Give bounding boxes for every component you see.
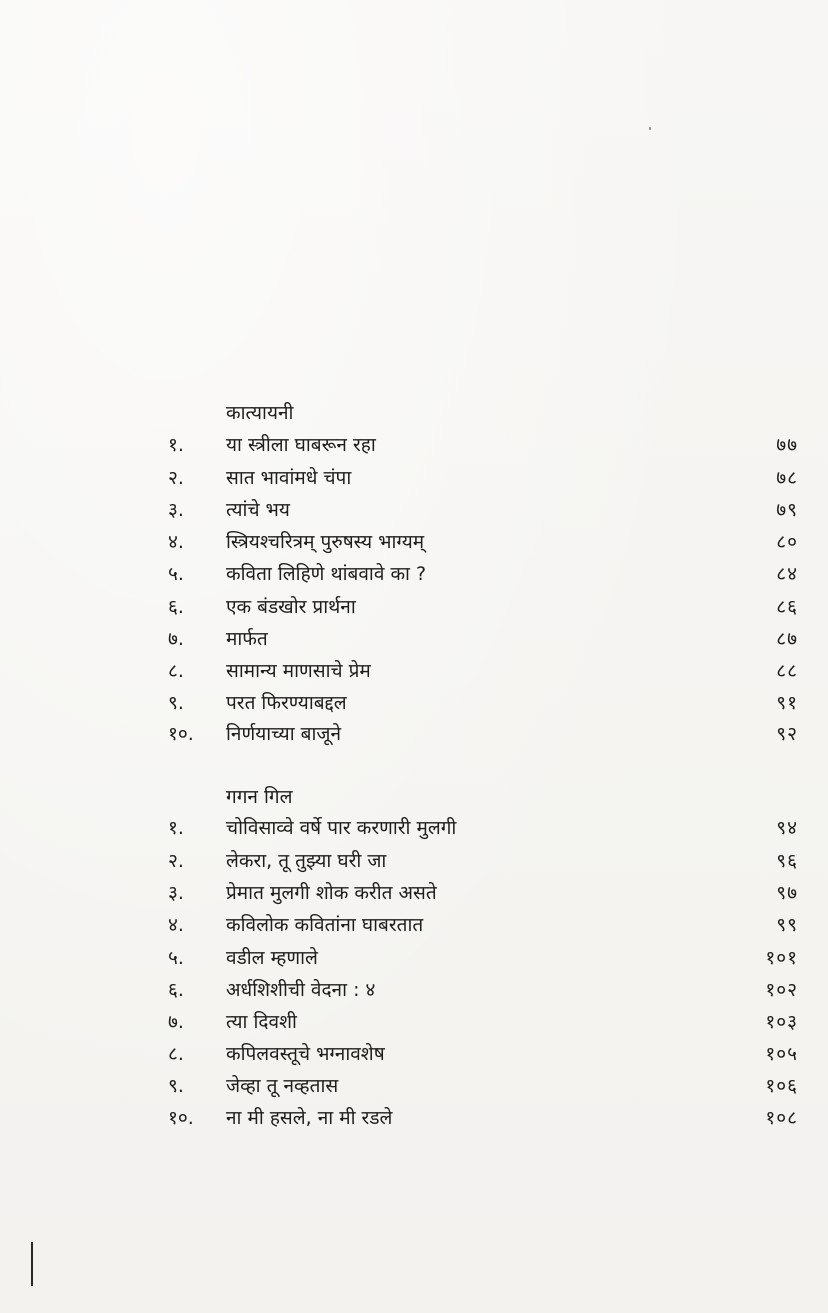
entry-number: ६. — [168, 596, 184, 618]
toc-entry — [0, 494, 828, 526]
entry-title: मार्फत — [226, 628, 268, 650]
entry-title: लेकरा, तू तुझ्या घरी जा — [226, 850, 387, 872]
entry-title: सात भावांमधे चंपा — [226, 467, 352, 489]
entry-title: कपिलवस्तूचे भग्नावशेष — [226, 1043, 385, 1065]
entry-title: जेव्हा तू नव्हतास — [226, 1075, 339, 1097]
entry-number: ९. — [168, 692, 184, 714]
entry-page-number: ८८ — [776, 660, 798, 682]
entry-number: ५. — [168, 563, 184, 585]
entry-number: ४. — [168, 531, 184, 553]
entry-title: एक बंडखोर प्रार्थना — [226, 596, 356, 618]
entry-number: १०. — [168, 1107, 194, 1129]
entry-page-number: ७७ — [776, 434, 798, 456]
entry-title: वडील म्हणाले — [226, 947, 318, 969]
ink-speck — [649, 127, 651, 130]
entry-page-number: १०६ — [765, 1075, 798, 1097]
entry-number: १. — [168, 817, 184, 839]
toc-entry — [0, 942, 828, 974]
entry-page-number: ८० — [776, 531, 798, 553]
entry-number: ८. — [168, 1043, 184, 1065]
entry-page-number: ९७ — [776, 882, 798, 904]
entry-number: ४. — [168, 914, 184, 936]
entry-title: कविता लिहिणे थांबवावे का ? — [226, 563, 427, 585]
entry-number: ९. — [168, 1075, 184, 1097]
entry-page-number: ८६ — [776, 596, 798, 618]
section-heading: गगन गिल — [226, 786, 293, 808]
entry-title: कविलोक कवितांना घाबरतात — [226, 914, 424, 936]
entry-page-number: १०८ — [765, 1107, 798, 1129]
entry-title: त्या दिवशी — [226, 1011, 297, 1033]
entry-number: ६. — [168, 979, 184, 1001]
entry-title: परत फिरण्याबद्दल — [226, 692, 347, 714]
entry-page-number: ९२ — [776, 723, 798, 745]
entry-number: १०. — [168, 723, 194, 745]
entry-page-number: ८७ — [776, 628, 798, 650]
entry-number: ३. — [168, 499, 184, 521]
entry-number: २. — [168, 467, 184, 489]
entry-title: या स्त्रीला घाबरून रहा — [226, 434, 376, 456]
entry-title: ना मी हसले, ना मी रडले — [226, 1107, 393, 1129]
toc-entry — [0, 558, 828, 590]
toc-entry — [0, 812, 828, 844]
toc-entry — [0, 877, 828, 909]
toc-entry — [0, 974, 828, 1006]
toc-entry — [0, 623, 828, 655]
entry-page-number: ९९ — [776, 914, 798, 936]
entry-title: चोविसाव्वे वर्षे पार करणारी मुलगी — [226, 817, 457, 839]
toc-entry — [0, 909, 828, 941]
toc-entry — [0, 687, 828, 719]
toc-entry — [0, 1038, 828, 1070]
entry-page-number: १०५ — [765, 1043, 798, 1065]
entry-title: त्यांचे भय — [226, 499, 290, 521]
entry-number: ७. — [168, 628, 184, 650]
entry-title: अर्धशिशीची वेदना : ४ — [226, 979, 376, 1001]
toc-entry — [0, 1006, 828, 1038]
entry-page-number: ७८ — [776, 467, 798, 489]
entry-title: निर्णयाच्या बाजूने — [226, 723, 342, 745]
entry-number: ३. — [168, 882, 184, 904]
entry-number: ५. — [168, 947, 184, 969]
entry-number: ८. — [168, 660, 184, 682]
margin-ink-line — [31, 1242, 33, 1286]
entry-number: २. — [168, 850, 184, 872]
toc-entry — [0, 429, 828, 461]
entry-page-number: ९१ — [776, 692, 798, 714]
entry-page-number: १०२ — [765, 979, 798, 1001]
entry-title: प्रेमात मुलगी शोक करीत असते — [226, 882, 437, 904]
entry-number: ७. — [168, 1011, 184, 1033]
toc-entry — [0, 1102, 828, 1134]
entry-page-number: १०३ — [765, 1011, 798, 1033]
entry-page-number: ८४ — [776, 563, 798, 585]
toc-entry — [0, 845, 828, 877]
section-heading: कात्यायनी — [226, 402, 294, 424]
toc-entry — [0, 526, 828, 558]
toc-entry — [0, 591, 828, 623]
entry-page-number: ९४ — [776, 817, 798, 839]
toc-entry — [0, 462, 828, 494]
entry-page-number: ९६ — [776, 850, 798, 872]
toc-entry — [0, 655, 828, 687]
toc-entry — [0, 718, 828, 750]
entry-title: स्त्रियश्चरित्रम् पुरुषस्य भाग्यम् — [226, 531, 425, 553]
entry-page-number: १०१ — [765, 947, 798, 969]
entry-number: १. — [168, 434, 184, 456]
entry-title: सामान्य माणसाचे प्रेम — [226, 660, 371, 682]
toc-entry — [0, 1070, 828, 1102]
entry-page-number: ७९ — [776, 499, 798, 521]
